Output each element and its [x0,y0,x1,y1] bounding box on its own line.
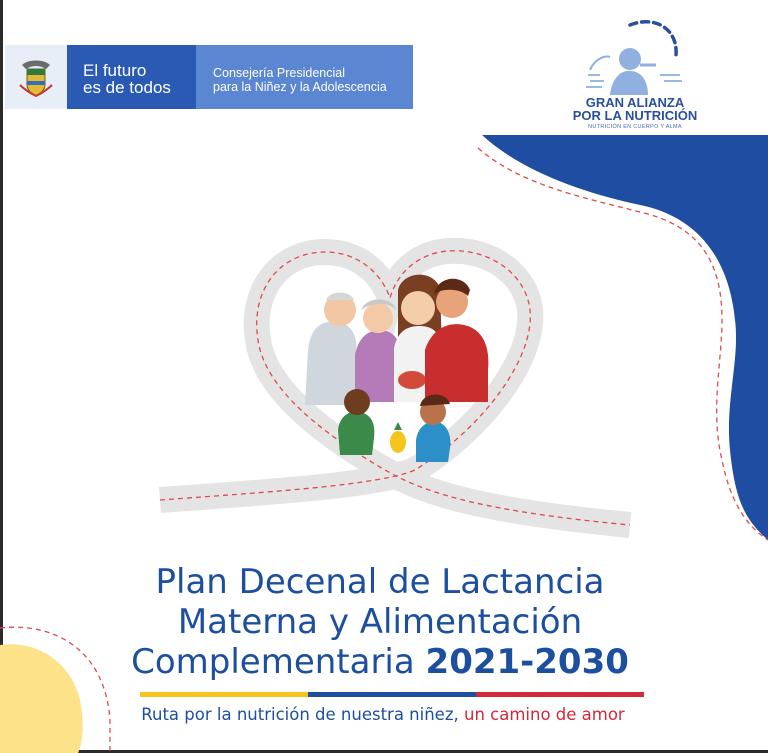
alliance-logo-text [562,96,708,130]
alliance-name-line-2: POR LA NUTRICIÓN [572,108,698,123]
subtitle-highlight: un camino de amor [463,705,625,724]
government-header [5,45,413,109]
document-subtitle [80,705,686,724]
entity-line-1: Consejería Presidencial [213,66,346,80]
red-stripe [476,692,644,697]
entity-name [196,45,413,109]
yellow-stripe [140,692,308,697]
family-heart-illustration [150,230,650,560]
title-year-range: 2021-2030 [425,642,629,682]
government-slogan [67,45,196,109]
subtitle-main: Ruta por la nutrición de nuestra niñez, [141,705,464,724]
slogan-line-2: es de todos [83,78,171,97]
alliance-tagline: NUTRICIÓN EN CUERPO Y ALMA [588,124,682,130]
entity-line-2: para la Niñez y la Adolescencia [213,80,387,94]
title-line-3-text: Complementaria [131,642,426,682]
alliance-name-line-1: GRAN ALIANZA [585,95,685,110]
document-title [80,562,680,682]
title-line-2: Materna y Alimentación [177,602,583,642]
title-line-1: Plan Decenal de Lactancia [155,562,605,602]
yellow-blob-shape [0,644,83,753]
slogan-line-1: El futuro [83,61,147,80]
coat-of-arms-icon [5,45,67,109]
blue-stripe [308,692,476,697]
title-line-3 [80,642,680,682]
flag-color-stripes [140,692,644,697]
